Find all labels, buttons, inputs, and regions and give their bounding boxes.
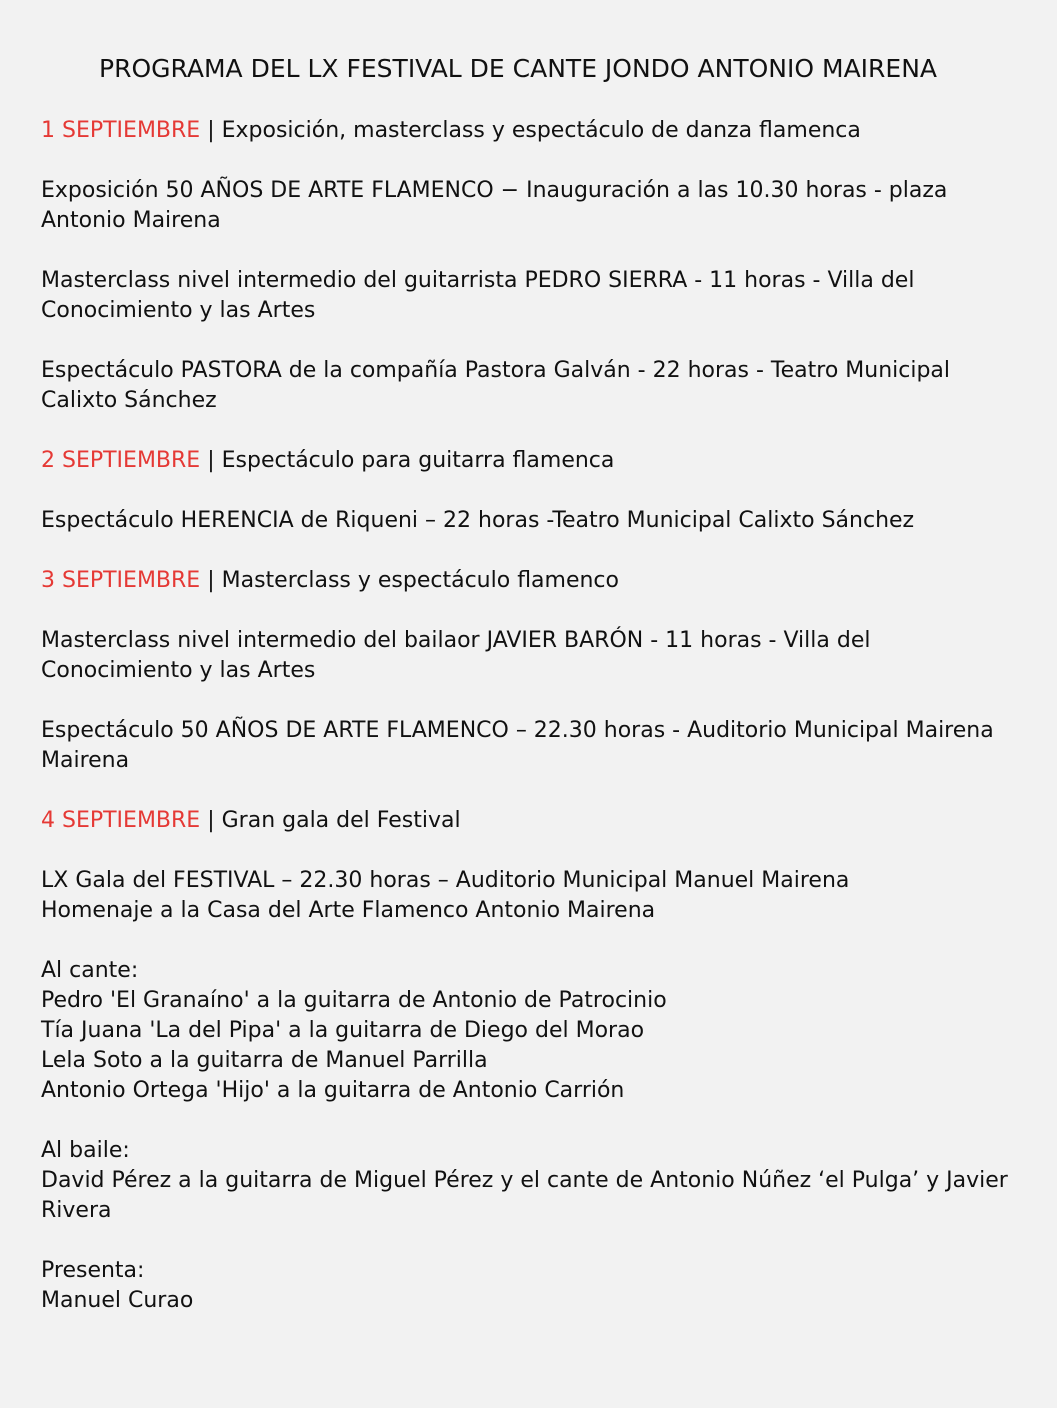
event-line: Rivera bbox=[41, 1198, 112, 1223]
page-title: PROGRAMA DEL LX FESTIVAL DE CANTE JONDO ANTONIO MAIRENA bbox=[99, 54, 938, 83]
day-heading bbox=[41, 116, 1037, 146]
event-line: Tía Juana 'La del Pipa' a la guitarra de Diego del Morao bbox=[41, 1018, 645, 1043]
event-paragraph bbox=[41, 866, 1037, 926]
spacer bbox=[41, 1106, 1037, 1136]
day-title: | Espectáculo para guitarra flamenca bbox=[200, 448, 615, 473]
day-date: 1 SEPTIEMBRE bbox=[41, 118, 201, 143]
spacer bbox=[41, 926, 1037, 956]
event-line: Calixto Sánchez bbox=[41, 388, 217, 413]
spacer bbox=[41, 476, 1037, 506]
event-line: Lela Soto a la guitarra de Manuel Parrilla bbox=[41, 1048, 488, 1073]
event-line: Antonio Ortega 'Hijo' a la guitarra de Antonio Carrión bbox=[41, 1078, 625, 1103]
spacer bbox=[41, 84, 1037, 116]
event-line: Espectáculo HERENCIA de Riqueni – 22 horas -Teatro Municipal Calixto Sánchez bbox=[41, 508, 915, 533]
day-title: | Exposición, masterclass y espectáculo de danza flamenca bbox=[200, 118, 861, 143]
event-line: Manuel Curao bbox=[41, 1288, 194, 1313]
event-paragraph bbox=[41, 1136, 1037, 1226]
spacer bbox=[41, 776, 1037, 806]
event-paragraph bbox=[41, 356, 1037, 416]
day-heading bbox=[41, 566, 1037, 596]
event-line: Pedro 'El Granaíno' a la guitarra de Antonio de Patrocinio bbox=[41, 988, 667, 1013]
event-paragraph bbox=[41, 506, 1037, 536]
day-title: | Gran gala del Festival bbox=[200, 808, 461, 833]
event-line: Conocimiento y las Artes bbox=[41, 658, 316, 683]
event-line: Mairena bbox=[41, 748, 130, 773]
event-line: David Pérez a la guitarra de Miguel Pérez y el cante de Antonio Núñez ‘el Pulga’ y Javier bbox=[41, 1168, 1008, 1193]
day-date: 4 SEPTIEMBRE bbox=[41, 808, 201, 833]
event-paragraph bbox=[41, 1256, 1037, 1316]
day-heading bbox=[41, 806, 1037, 836]
spacer bbox=[41, 536, 1037, 566]
spacer bbox=[41, 686, 1037, 716]
spacer bbox=[41, 596, 1037, 626]
spacer bbox=[41, 236, 1037, 266]
event-paragraph bbox=[41, 266, 1037, 326]
spacer bbox=[41, 836, 1037, 866]
event-paragraph bbox=[41, 176, 1037, 236]
day-title: | Masterclass y espectáculo flamenco bbox=[200, 568, 619, 593]
program-page bbox=[0, 54, 1057, 1408]
day-date: 3 SEPTIEMBRE bbox=[41, 568, 201, 593]
event-paragraph bbox=[41, 626, 1037, 686]
spacer bbox=[41, 1226, 1037, 1256]
event-line: Masterclass nivel intermedio del bailaor JAVIER BARÓN - 11 horas - Villa del bbox=[41, 628, 871, 653]
spacer bbox=[41, 326, 1037, 356]
event-line: Al baile: bbox=[41, 1138, 130, 1163]
event-line: Exposición 50 AÑOS DE ARTE FLAMENCO − Inauguración a las 10.30 horas - plaza bbox=[41, 178, 948, 203]
event-line: Presenta: bbox=[41, 1258, 145, 1283]
event-line: Antonio Mairena bbox=[41, 208, 221, 233]
event-paragraph bbox=[41, 956, 1037, 1106]
day-date: 2 SEPTIEMBRE bbox=[41, 448, 201, 473]
day-heading bbox=[41, 446, 1037, 476]
event-paragraph bbox=[41, 716, 1037, 776]
event-line: LX Gala del FESTIVAL – 22.30 horas – Auditorio Municipal Manuel Mairena bbox=[41, 868, 850, 893]
program-body bbox=[41, 116, 1037, 1316]
event-line: Masterclass nivel intermedio del guitarrista PEDRO SIERRA - 11 horas - Villa del bbox=[41, 268, 915, 293]
spacer bbox=[41, 146, 1037, 176]
event-line: Espectáculo PASTORA de la compañía Pastora Galván - 22 horas - Teatro Municipal bbox=[41, 358, 951, 383]
event-line: Conocimiento y las Artes bbox=[41, 298, 316, 323]
event-line: Al cante: bbox=[41, 958, 139, 983]
event-line: Homenaje a la Casa del Arte Flamenco Antonio Mairena bbox=[41, 898, 656, 923]
spacer bbox=[41, 416, 1037, 446]
event-line: Espectáculo 50 AÑOS DE ARTE FLAMENCO – 22.30 horas - Auditorio Municipal Mairena bbox=[41, 718, 994, 743]
